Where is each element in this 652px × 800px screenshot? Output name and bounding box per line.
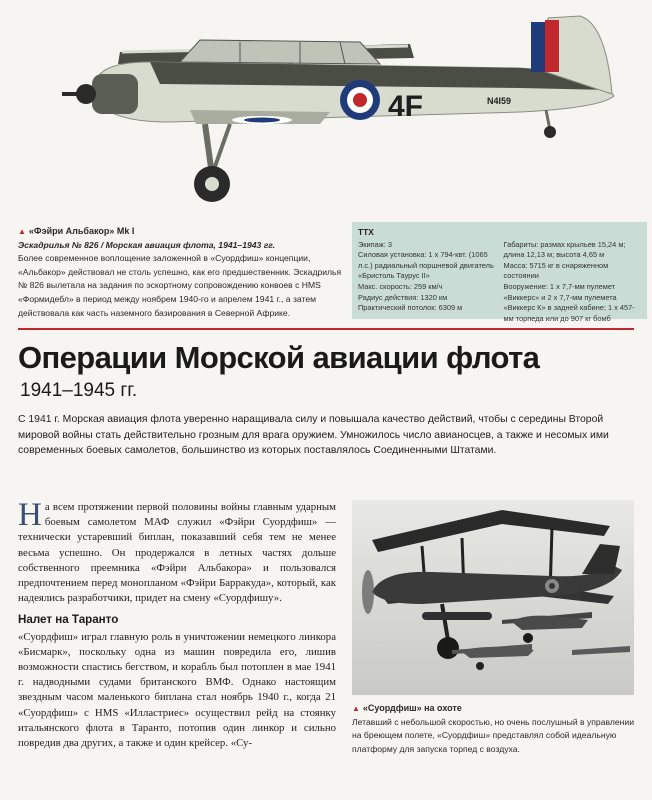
body-paragraph: «Суордфиш» играл главную роль в уничтожении немецкого линкора «Бисмарк», поскольку одна из машин повредила его, лишив возможности спастись бегством, и корабль был потоплен в мае 1941 г. надводными судами британского ВМФ. Однако настоящим звездным часом маленького биплана стал ноябрь 1940 г., когда 21 «Суордфиш» с HMS «Илластриес» осуществил рейд на стоянку итальянского флота в Таранто, потопив один линкор и сильно повредив два других, а также и один крейсер. «Су-: [18, 630, 336, 750]
spec-item: Вооружение: 1 x 7,7-мм пулемет «Виккерс» и 2 x 7,7-мм пулемета «Виккерс К» в задней кабине; 1 x 457-мм торпеда или до 907 кг бомб: [503, 281, 635, 323]
spec-column-left: [358, 240, 496, 325]
section-divider: [18, 328, 634, 330]
illustration-caption-subtitle: Эскадрилья № 826 / Морская авиация флота, 1941–1943 гг.: [18, 239, 276, 250]
page-subtitle: 1941–1945 гг.: [20, 380, 138, 401]
aircraft-code: 4F: [388, 90, 424, 123]
spec-item: Макс. скорость: 259 км/ч: [358, 281, 443, 291]
drop-cap: Н: [18, 497, 42, 533]
article-body: [18, 497, 336, 751]
triangle-bullet-icon: ▲: [352, 704, 360, 713]
section-heading: Налет на Таранто: [18, 613, 119, 627]
body-paragraph: На всем протяжении первой половины войны главным ударным боевым самолетом МАФ служил «Фэйри Суордфиш» — технически устаревший биплан, показавший себя тем не менее весьма успешно. Он продержался в летных частях дольше собственного преемника «Фэйри Альбакора» и пользовался предпочтением перед монопланом «Фэйри Барракуда», который, как надеялись разработчики, придет на смену «Суордфишу».: [18, 497, 336, 605]
spec-column-right: [504, 240, 642, 325]
photo-caption-text: Летавший с небольшой скоростью, но очень послушный в управлении на бреющем полете, «Суордфиш» представлял собой идеальную платформу для запуска торпед с воздуха.: [352, 716, 634, 754]
spec-title: ТТХ: [358, 227, 374, 237]
illustration-caption: [18, 225, 343, 320]
spec-box: [352, 222, 647, 323]
spec-item: Практический потолок: 6309 м: [358, 303, 463, 313]
spec-item: Радиус действия: 1320 км: [358, 292, 448, 302]
spec-item: Габариты: размах крыльев 15,24 м; длина 12,13 м; высота 4,65 м: [503, 239, 626, 260]
spec-item: Экипаж: 3: [358, 239, 392, 249]
spec-item: Силовая установка: 1 x 794-квт. (1065 л.с.) радиальный поршневой двигатель «Бристоль Таурус II»: [358, 250, 494, 281]
illustration-caption-text: Более современное воплощение заложенной в «Суордфиш» концепции, «Альбакор» действовал не столь успешно, как его предшественник. Эскадрилья № 826 вылетала на задания по эскортному сопровождению конвоев с HMS «Формидебл» в период между ноябрем 1940-го и апрелем 1941 г., а затем действовала как часть наземного базирования в Северной Африке.: [18, 253, 342, 318]
swordfish-photo: [352, 500, 634, 695]
illustration-caption-title: ▲ «Фэйри Альбакор» Mk I: [18, 226, 135, 236]
triangle-bullet-icon: ▲: [18, 227, 26, 236]
aircraft-serial: N4I59: [487, 96, 512, 106]
aircraft-profile-illustration: [0, 0, 652, 220]
photo-caption: [352, 702, 638, 756]
page-title: Операции Морской авиации флота: [18, 340, 540, 375]
intro-paragraph: С 1941 г. Морская авиация флота уверенно наращивала силу и повышала качество действий, чтобы с середины Второй мировой войны стать действительно грозным для врага оружием. Умножилось число авианосцев, а также и несомых ими современных боевых самолетов, большинство из которых поставлялось Соединенными Штатами.: [18, 414, 609, 457]
spec-item: Масса: 5715 кг в снаряженном состоянии: [503, 260, 609, 281]
photo-caption-title: ▲ «Суордфиш» на охоте: [352, 703, 462, 713]
